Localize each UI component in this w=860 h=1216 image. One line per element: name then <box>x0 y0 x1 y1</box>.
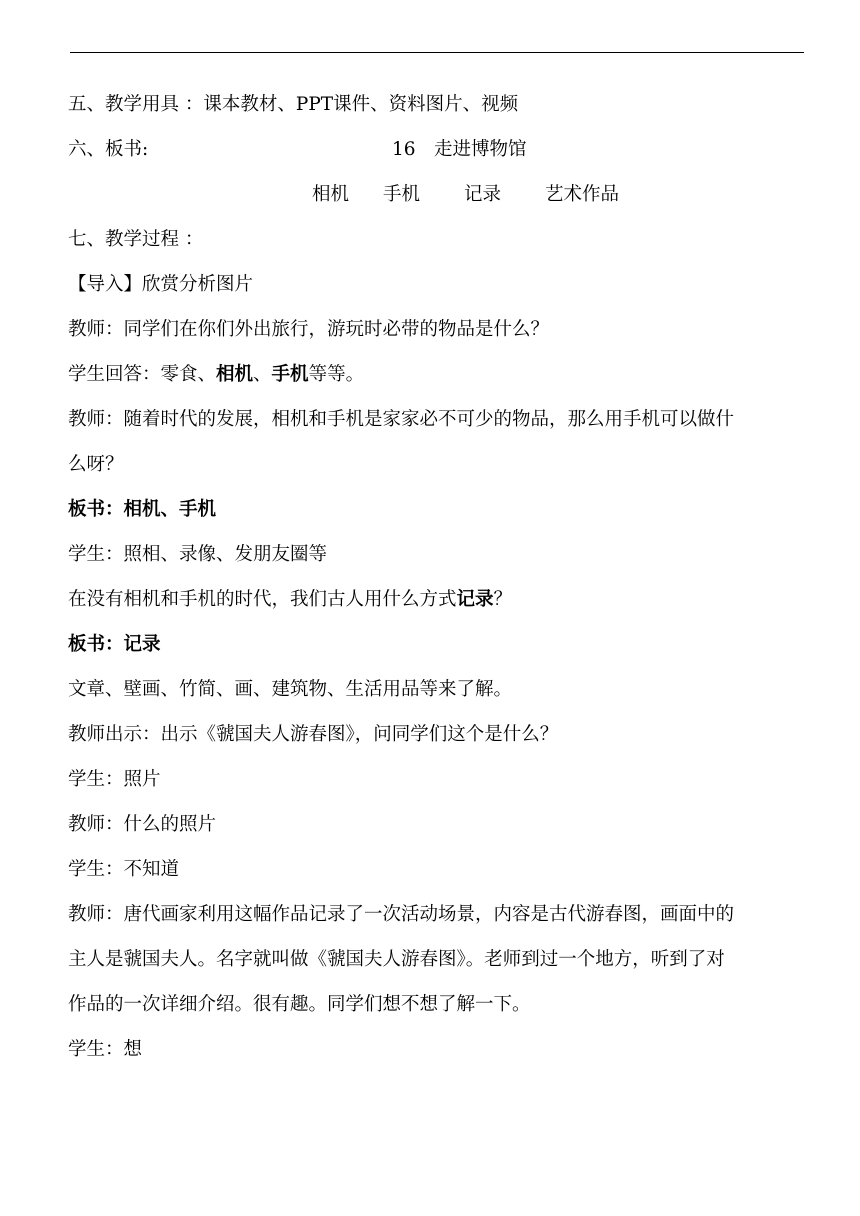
header-rule <box>70 52 804 53</box>
paragraph-line: 么呀？ <box>68 454 124 475</box>
paragraph-line: 教师：唐代画家利用这幅作品记录了一次活动场景，内容是古代游春图，画面中的 <box>68 904 735 925</box>
keyword-phone: 手机 <box>383 184 421 205</box>
bold-keyword: 记录 <box>456 589 494 610</box>
text-span: 在没有相机和手机的时代，我们古人用什么方式 <box>68 589 457 610</box>
text-span: 学生回答：零食、 <box>68 364 217 385</box>
paragraph-line: 作品的一次详细介绍。很有趣。同学们想不想了解一下。 <box>68 994 531 1015</box>
keyword-camera: 相机 <box>312 184 350 205</box>
paragraph-line: 学生：照相、录像、发朋友圈等 <box>68 544 328 565</box>
keyword-artwork: 艺术作品 <box>545 184 620 205</box>
keyword-record: 记录 <box>464 184 502 205</box>
question-line <box>68 587 512 613</box>
blackboard-note: 板书：相机、手机 <box>68 499 217 520</box>
paragraph-line: 教师：什么的照片 <box>68 814 217 835</box>
paragraph-line: 教师：随着时代的发展，相机和手机是家家必不可少的物品，那么用手机可以做什 <box>68 409 735 430</box>
text-span: 、 <box>253 364 272 385</box>
paragraph-line: 教师出示：出示《虢国夫人游春图》，问同学们这个是什么？ <box>68 724 559 745</box>
student-answer-line <box>68 362 364 388</box>
paragraph-line: 学生：照片 <box>68 769 161 790</box>
paragraph-line: 学生：不知道 <box>68 859 180 880</box>
lesson-title: 16 走进博物馆 <box>392 139 527 160</box>
blackboard-note: 板书：记录 <box>68 634 161 655</box>
text-span: 等等。 <box>308 364 365 385</box>
blackboard-label: 六、板书: <box>68 139 149 160</box>
text-span: ？ <box>493 589 513 610</box>
teaching-process-heading: 七、教学过程 ： <box>68 229 204 250</box>
bold-keyword: 相机 <box>216 364 254 385</box>
paragraph-line: 教师：同学们在你们外出旅行，游玩时必带的物品是什么？ <box>68 319 550 340</box>
intro-line: 【导入】欣赏分析图片 <box>68 274 254 295</box>
paragraph-line: 主人是虢国夫人。名字就叫做《虢国夫人游春图》。老师到过一个地方，听到了对 <box>68 949 725 970</box>
paragraph-line: 文章、壁画、竹简、画、建筑物、生活用品等来了解。 <box>68 679 513 700</box>
bold-keyword: 手机 <box>271 364 309 385</box>
paragraph-line: 学生：想 <box>68 1039 143 1060</box>
teaching-tools-line: 五、教学用具 ：课本教材、PPT课件、资料图片、视频 <box>68 94 519 115</box>
